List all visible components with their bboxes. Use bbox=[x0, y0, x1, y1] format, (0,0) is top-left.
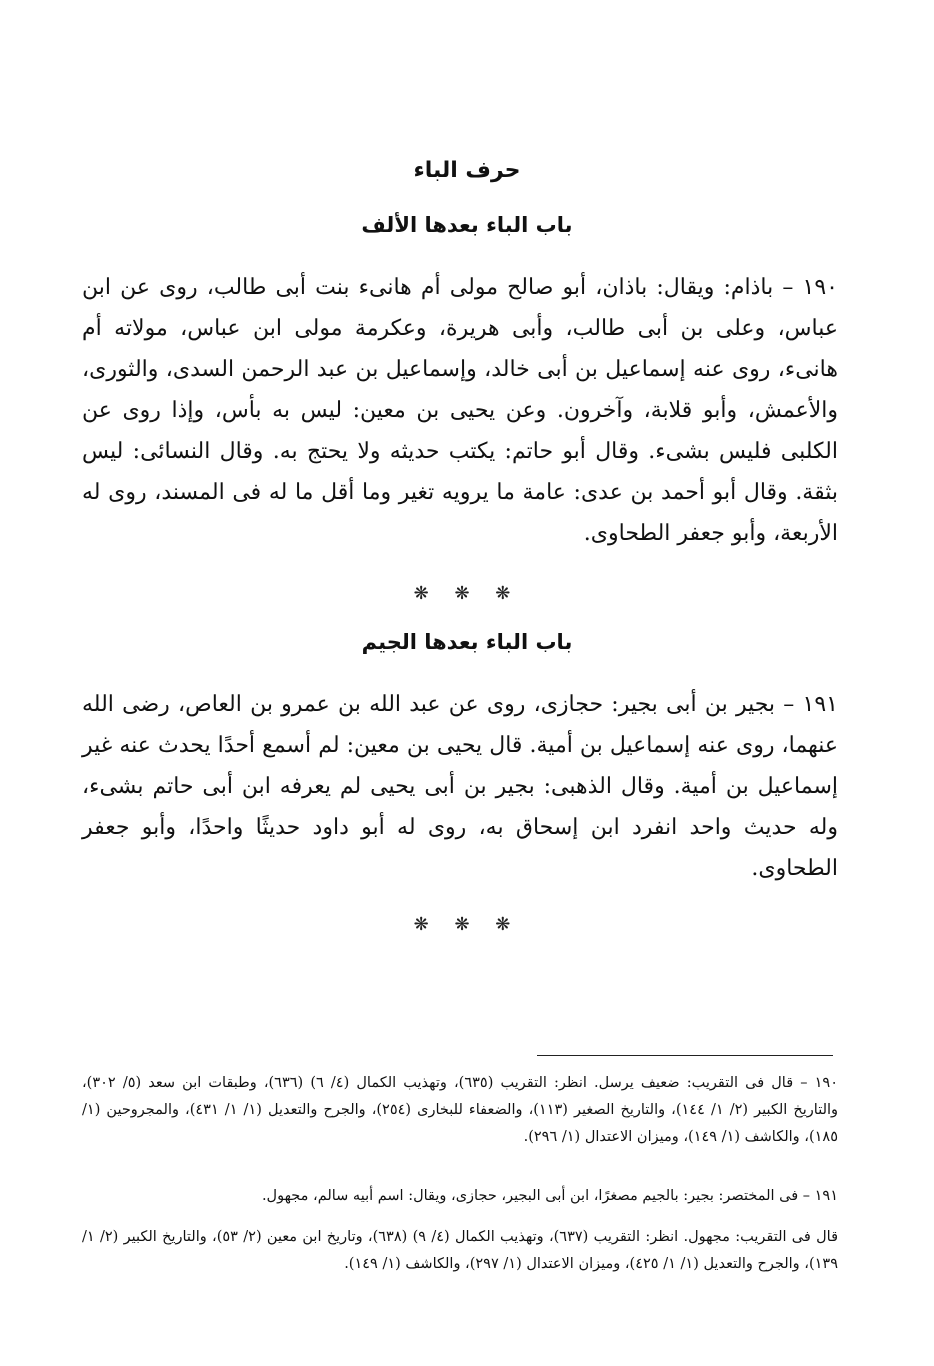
entry-dash: – bbox=[775, 692, 795, 717]
section-separator: ❋ ❋ ❋ bbox=[413, 914, 521, 935]
section-heading-jim: باب الباء بعدها الجيم bbox=[361, 630, 573, 654]
section-heading-alif: باب الباء بعدها الألف bbox=[361, 213, 573, 237]
entry-number: ١٩١ bbox=[802, 692, 838, 717]
entry-text: باذام: ويقال: باذان، أبو صالح مولى أم هانىء بنت أبى طالب، روى عن ابن عباس، وعلى بن أبى طالب، وأبى هريرة، وعكرمة مولى ابن عباس، مولاته أم هانىء، روى عنه إسماعيل بن أبى خالد، وإسماعيل بن عبد الرحمن السدى، والثورى، والأعمش، وأبو قلابة، وآخرون. وعن يحيى بن معين: ليس به بأس، وإذا روى عن الكلبى فليس بشىء. وقال أبو حاتم: يكتب حديثه ولا يحتج به. وقال النسائى: ليس بثقة. وقال أبو أحمد بن عدى: عامة ما يرويه تغير وما أقل ما له فى المسند، روى له الأربعة، وأبو جعفر الطحاوى. bbox=[82, 275, 838, 546]
section-separator: ❋ ❋ ❋ bbox=[413, 583, 521, 604]
footnote-191-mukhtasar: ١٩١ – فى المختصر: بجير: بالجيم مصغرًا، ابن أبى البجير، حجازى، ويقال: اسم أبيه سالم، مجهول. bbox=[261, 1188, 838, 1204]
letter-heading: حرف الباء bbox=[413, 158, 521, 183]
entry-text: بجير بن أبى بجير: حجازى، روى عن عبد الله بن عمرو بن العاص، رضى الله عنهما، روى عنه إسماعيل بن أمية. قال يحيى بن معين: لم أسمع أحدًا يحدث عنه غير إسماعيل بن أمية. وقال الذهبى: بجير بن أبى يحيى لم يعرفه ابن أبى حاتم بشىء، وله حديث واحد انفرد ابن إسحاق به، روى له أبو داود حديثًا واحدًا، وأبو جعفر الطحاوى. bbox=[82, 692, 838, 881]
entry-dash: – bbox=[773, 275, 794, 300]
entry-190 bbox=[82, 267, 838, 554]
footnote-190: ١٩٠ – قال فى التقريب: ضعيف يرسل. انظر: التقريب (٦٣٥)، وتهذيب الكمال (٤/ ٦) (٦٣٦)، وطبقات ابن سعد (٥/ ٣٠٢)، والتاريخ الكبير (٢/ ١/ ١٤٤)، والتاريخ الصغير (١١٣)، والضعفاء للبخارى (٢٥٤)، والجرح والتعديل (١/ ١/ ٤٣١)، والمجروحين (١/ ١٨٥)، والكاشف (١/ ١٤٩)، وميزان الاعتدال (١/ ٢٩٦). bbox=[82, 1075, 839, 1145]
footnote-divider bbox=[537, 1055, 833, 1056]
entry-191 bbox=[82, 684, 838, 889]
footnote-191-taqrib: قال فى التقريب: مجهول. انظر: التقريب (٦٣٧)، وتهذيب الكمال (٤/ ٩) (٦٣٨)، وتاريخ ابن معين (٢/ ٥٣)، والتاريخ الكبير (٢/ ١/ ١٣٩)، والجرح والتعديل (١/ ١/ ٤٢٥)، وميزان الاعتدال (١/ ٢٩٧)، والكاشف (١/ ١٤٩). bbox=[82, 1229, 838, 1272]
entry-number: ١٩٠ bbox=[802, 275, 838, 300]
